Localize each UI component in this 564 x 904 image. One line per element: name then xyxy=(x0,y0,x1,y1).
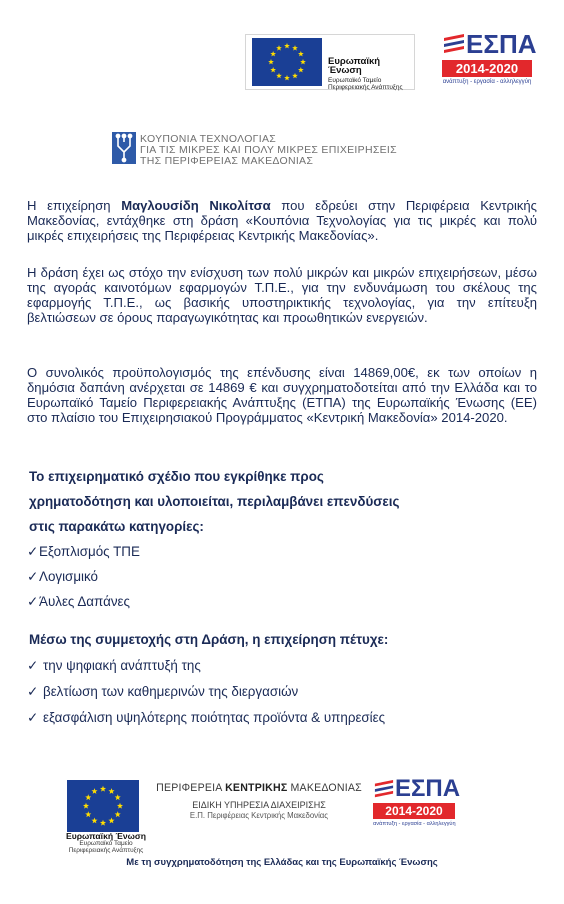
plan-item-label: Εξοπλισμός ΤΠΕ xyxy=(39,544,140,559)
eu-title: Ευρωπαϊκή Ένωση xyxy=(328,56,381,76)
eu-fund-line2-bottom: Περιφερειακής Ανάπτυξης xyxy=(68,847,144,854)
eu-logo-bottom-text xyxy=(58,832,154,854)
plan-item xyxy=(27,594,130,610)
eu-star-icon xyxy=(292,45,298,50)
eu-stars-icon xyxy=(252,38,322,86)
eu-star-icon xyxy=(270,51,276,56)
eu-star-icon xyxy=(298,51,304,56)
eu-star-icon xyxy=(108,788,114,794)
plan-item-label: Άυλες Δαπάνες xyxy=(39,594,130,609)
eu-star-icon xyxy=(292,73,298,78)
check-icon: ✓ xyxy=(27,684,39,699)
eu-star-icon xyxy=(276,45,282,50)
region-logo xyxy=(154,782,364,820)
region-line2: ΕΙΔΙΚΗ ΥΠΗΡΕΣΙΑ ΔΙΑΧΕΙΡΙΣΗΣ xyxy=(192,800,326,810)
company-name: Μαγλουσίδη Νικολίτσα xyxy=(121,198,271,213)
plan-item xyxy=(27,544,140,560)
espa-tagline: ανάπτυξη - εργασία - αλληλεγγύη xyxy=(442,79,532,85)
circuit-icon xyxy=(112,132,136,164)
plan-heading-line3: στις παρακάτω κατηγορίες: xyxy=(29,519,204,534)
eu-star-icon xyxy=(91,818,97,824)
eu-flag-icon xyxy=(252,38,322,86)
plan-heading-line1: Το επιχειρηματικό σχέδιο που εγκρίθηκε προς xyxy=(29,469,324,484)
eu-star-icon xyxy=(284,75,290,80)
eu-title-bottom: Ευρωπαϊκή Ένωση xyxy=(65,831,146,841)
check-icon: ✓ xyxy=(27,658,39,673)
intro-paragraph-1 xyxy=(27,198,537,243)
tech-vouchers-text xyxy=(140,134,397,167)
eu-star-icon xyxy=(108,818,114,824)
footer-cofunding-text: Με τη συγχρηματοδότηση της Ελλάδας και της Ευρωπαϊκής Ένωσης xyxy=(126,857,438,868)
espa-years: 2014-2020 xyxy=(442,60,532,77)
result-item-label: βελτίωση των καθημερινών της διεργασιών xyxy=(43,684,299,699)
eu-star-icon xyxy=(100,820,106,826)
eu-fund-line2: Περιφερειακής Ανάπτυξης xyxy=(328,84,403,91)
check-icon: ✓ xyxy=(27,710,39,725)
greek-flag-stripes-icon xyxy=(442,34,466,56)
vouchers-line1: ΚΟΥΠΟΝΙΑ ΤΕΧΝΟΛΟΓΙΑΣ xyxy=(140,133,277,145)
plan-item xyxy=(27,569,98,585)
results-heading: Μέσω της συμμετοχής στη Δράση, η επιχείρηση πέτυχε: xyxy=(29,632,389,647)
eu-star-icon xyxy=(268,59,274,64)
check-icon: ✓ xyxy=(27,544,39,559)
espa-word: ΕΣΠΑ xyxy=(395,775,461,802)
vouchers-line3: ΤΗΣ ΠΕΡΙΦΕΡΕΙΑΣ ΜΑΚΕΔΟΝΙΑΣ xyxy=(140,155,314,167)
eu-star-icon xyxy=(270,67,276,72)
eu-flag-bottom xyxy=(67,780,139,832)
vouchers-line2: ΓΙΑ ΤΙΣ ΜΙΚΡΕΣ ΚΑΙ ΠΟΛΥ ΜΙΚΡΕΣ ΕΠΙΧΕΙΡΗΣΕΙΣ xyxy=(140,144,397,156)
check-icon: ✓ xyxy=(27,594,39,609)
eu-logo-text xyxy=(328,57,414,91)
espa-logo-top xyxy=(442,29,537,90)
greek-flag-stripes-icon xyxy=(373,780,395,800)
result-item xyxy=(27,684,298,700)
region-title xyxy=(154,782,364,794)
region-bold: ΚΕΝΤΡΙΚΗΣ xyxy=(225,782,288,794)
eu-star-icon xyxy=(276,73,282,78)
eu-stars-icon xyxy=(67,780,139,832)
eu-star-icon xyxy=(115,794,121,800)
eu-star-icon xyxy=(284,43,290,48)
espa-years: 2014-2020 xyxy=(373,803,455,819)
eu-star-icon xyxy=(83,803,89,809)
eu-fund-line1: Ευρωπαϊκό Ταμείο xyxy=(328,77,382,84)
intro-paragraph-2: Η δράση έχει ως στόχο την ενίσχυση των πολύ μικρών και μικρών επιχειρήσεων, μέσω της αγοράς καινοτόμων εφαρμογών Τ.Π.Ε., για την ενδυνάμωση του σκέλους της εφαρμογής Τ.Π.Ε., ως βασικής υποστηρικτικής τεχνολογίας, για την επίτευξη βελτιώσεων σε όρους παραγωγικότητας και προωθητικών ενεργειών. xyxy=(27,265,537,325)
region-prefix: ΠΕΡΙΦΕΡΕΙΑ xyxy=(156,782,226,794)
eu-star-icon xyxy=(85,811,91,817)
p1-before: Η επιχείρηση xyxy=(27,198,122,213)
result-item xyxy=(27,710,385,726)
eu-star-icon xyxy=(298,67,304,72)
eu-star-icon xyxy=(85,794,91,800)
tech-vouchers-logo xyxy=(112,130,462,170)
region-suffix: ΜΑΚΕΔΟΝΙΑΣ xyxy=(287,782,362,794)
eu-star-icon xyxy=(300,59,306,64)
result-item-label: εξασφάλιση υψηλότερης ποιότητας προϊόντα & υπηρεσίες xyxy=(43,710,386,725)
eu-logo-top xyxy=(245,34,415,90)
eu-star-icon xyxy=(115,811,121,817)
check-icon: ✓ xyxy=(27,569,39,584)
plan-heading-line2: χρηματοδότηση και υλοποιείται, περιλαμβάνει επενδύσεις xyxy=(29,494,400,509)
espa-tagline: ανάπτυξη - εργασία - αλληλεγγύη xyxy=(373,821,456,827)
plan-item-label: Λογισμικό xyxy=(39,569,98,584)
espa-logo-bottom xyxy=(373,775,461,832)
p1-after: που εδρεύει στην Περιφέρεια Κεντρικής Μακεδονίας, εντάχθηκε στη δράση «Κουπόνια Τεχνολογίας για τις μικρές και πολύ μικρές επιχειρήσεις της Περιφέρειας Κεντρικής Μακεδονίας». xyxy=(27,198,537,243)
espa-word: ΕΣΠΑ xyxy=(466,29,537,59)
eu-star-icon xyxy=(100,786,106,792)
eu-star-icon xyxy=(91,788,97,794)
result-item xyxy=(27,658,201,674)
eu-star-icon xyxy=(117,803,123,809)
region-line3: Ε.Π. Περιφέρειας Κεντρικής Μακεδονίας xyxy=(189,811,329,820)
result-item-label: την ψηφιακή ανάπτυξή της xyxy=(43,658,201,673)
intro-paragraph-3: Ο συνολικός προϋπολογισμός της επένδυσης είναι 14869,00€, εκ των οποίων η δημόσια δαπάνη ανέρχεται σε 14869 € και συγχρηματοδοτείται από την Ελλάδα και το Ευρωπαϊκό Ταμείο Περιφερειακής Ανάπτυξης (ΕΤΠΑ) της Ευρωπαϊκής Ένωσης (ΕΕ) στο πλαίσιο του Επιχειρησιακού Προγράμματος «Κεντρική Μακεδονία» 2014-2020. xyxy=(27,365,537,425)
eu-fund-line1-bottom: Ευρωπαϊκό Ταμείο xyxy=(79,840,133,847)
